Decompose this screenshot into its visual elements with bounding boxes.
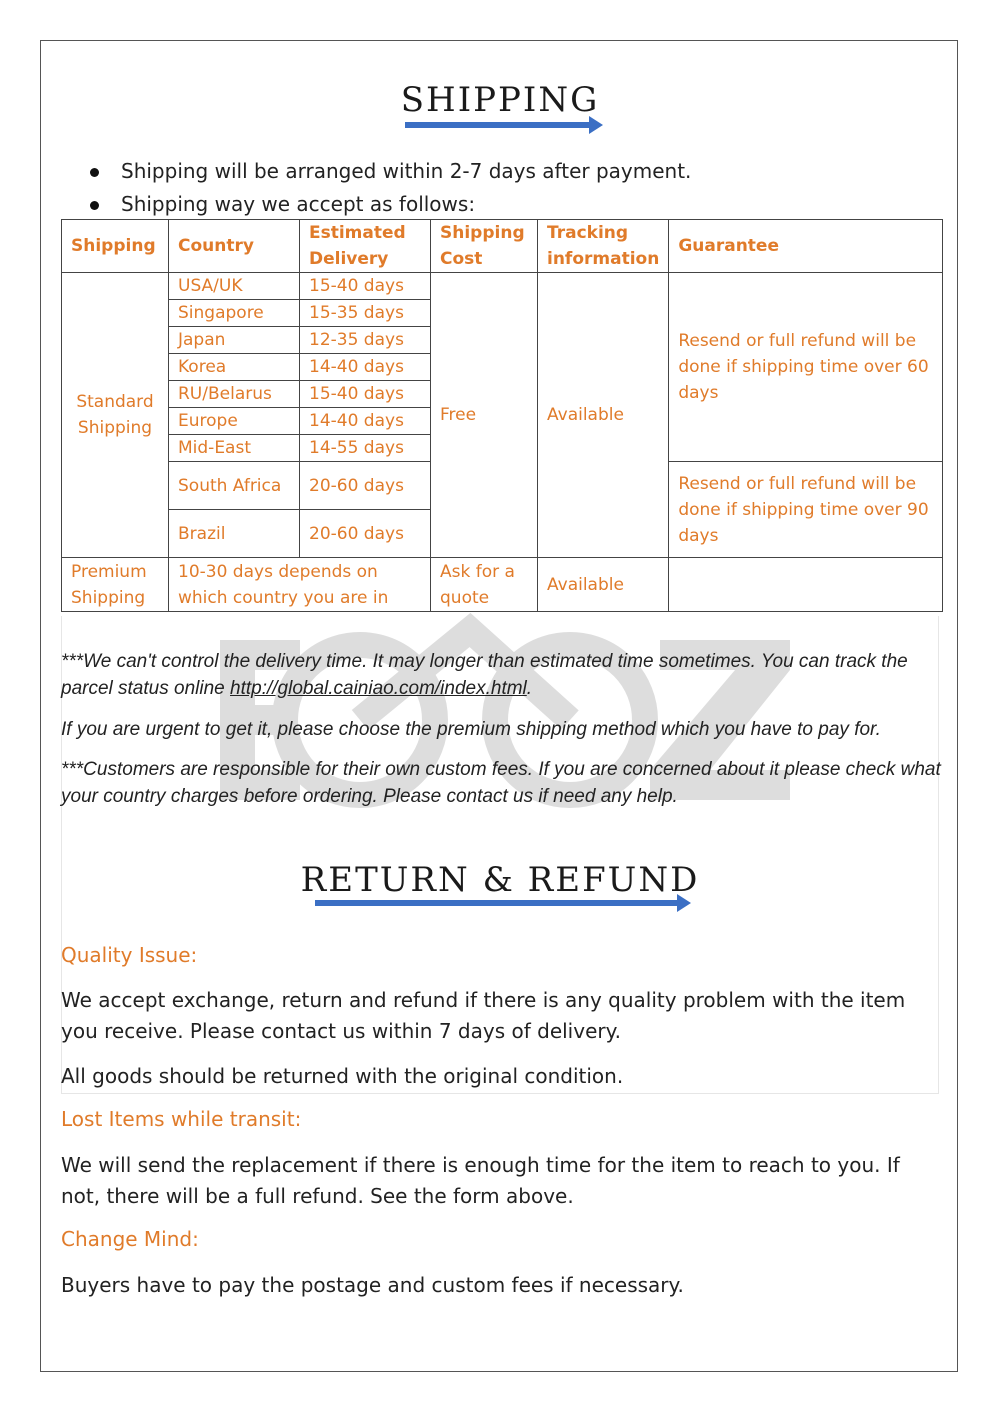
bullet-item: Shipping will be arranged within 2-7 days after payment. xyxy=(88,155,691,188)
delivery-cell: 20-60 days xyxy=(300,462,431,510)
quality-return-condition: All goods should be returned with the original condition. xyxy=(61,1064,624,1088)
country-cell: South Africa xyxy=(169,462,300,510)
premium-shipping-cell: Premium Shipping xyxy=(62,558,169,612)
header-estimated-delivery: Estimated Delivery xyxy=(300,220,431,273)
shipping-heading: SHIPPING xyxy=(400,80,600,120)
note-custom-fees: ***Customers are responsible for their own custom fees. If you are concerned about it please check what your country charges before ordering. Please contact us if need any help. xyxy=(61,759,941,807)
guarantee-90-cell: Resend or full refund will be done if shipping time over 90 days xyxy=(669,462,943,558)
shipping-arrow-icon xyxy=(405,115,605,137)
premium-delivery-cell: 10-30 days depends on which country you are in xyxy=(169,558,431,612)
note-delivery-end: . xyxy=(526,678,533,699)
header-guarantee: Guarantee xyxy=(669,220,943,273)
premium-cost-cell: Ask for a quote xyxy=(431,558,538,612)
shipping-table xyxy=(61,219,943,612)
delivery-cell: 15-40 days xyxy=(300,273,431,300)
guarantee-60-cell: Resend or full refund will be done if shipping time over 60 days xyxy=(669,273,943,462)
return-arrow-icon xyxy=(315,893,695,915)
tracking-link[interactable]: http://global.cainiao.com/index.html xyxy=(230,678,527,699)
country-cell: Japan xyxy=(169,327,300,354)
change-mind-paragraph: Buyers have to pay the postage and custom fees if necessary. xyxy=(61,1273,684,1297)
header-shipping: Shipping xyxy=(62,220,169,273)
lost-items-paragraph: We will send the replacement if there is enough time for the item to reach to you. If not, there will be a full refund. See the form above. xyxy=(61,1153,900,1208)
table-row xyxy=(62,558,943,612)
delivery-cell: 14-55 days xyxy=(300,435,431,462)
country-cell: USA/UK xyxy=(169,273,300,300)
table-row xyxy=(62,273,943,300)
delivery-cell: 15-40 days xyxy=(300,381,431,408)
note-premium: If you are urgent to get it, please choose the premium shipping method which you have to pay for. xyxy=(61,719,881,740)
country-cell: Brazil xyxy=(169,510,300,558)
country-cell: Mid-East xyxy=(169,435,300,462)
country-cell: Korea xyxy=(169,354,300,381)
standard-shipping-cell: Standard Shipping xyxy=(62,273,169,558)
premium-tracking-cell: Available xyxy=(538,558,669,612)
shipping-bullets xyxy=(88,155,691,221)
change-mind-title: Change Mind: xyxy=(61,1227,199,1251)
delivery-cell: 14-40 days xyxy=(300,408,431,435)
quality-issue-title: Quality Issue: xyxy=(61,943,198,967)
delivery-cell: 15-35 days xyxy=(300,300,431,327)
premium-guarantee-cell xyxy=(669,558,943,612)
quality-issue-paragraph: We accept exchange, return and refund if there is any quality problem with the item you receive. Please contact us within 7 days of delivery. xyxy=(61,988,906,1043)
country-cell: RU/Belarus xyxy=(169,381,300,408)
bullet-item: Shipping way we accept as follows: xyxy=(88,188,691,221)
delivery-cell: 12-35 days xyxy=(300,327,431,354)
delivery-cell: 20-60 days xyxy=(300,510,431,558)
table-header-row xyxy=(62,220,943,273)
delivery-cell: 14-40 days xyxy=(300,354,431,381)
header-country: Country xyxy=(169,220,300,273)
header-shipping-cost: Shipping Cost xyxy=(431,220,538,273)
country-cell: Singapore xyxy=(169,300,300,327)
header-tracking: Tracking information xyxy=(538,220,669,273)
return-refund-heading: RETURN & REFUND xyxy=(300,860,700,900)
note-delivery-text: ***We can't control the delivery time. It may longer than estimated time sometimes. You can track the parcel status online xyxy=(61,651,908,699)
country-cell: Europe xyxy=(169,408,300,435)
lost-items-title: Lost Items while transit: xyxy=(61,1107,302,1131)
note-delivery-time xyxy=(61,648,941,702)
cost-cell: Free xyxy=(431,273,538,558)
tracking-cell: Available xyxy=(538,273,669,558)
